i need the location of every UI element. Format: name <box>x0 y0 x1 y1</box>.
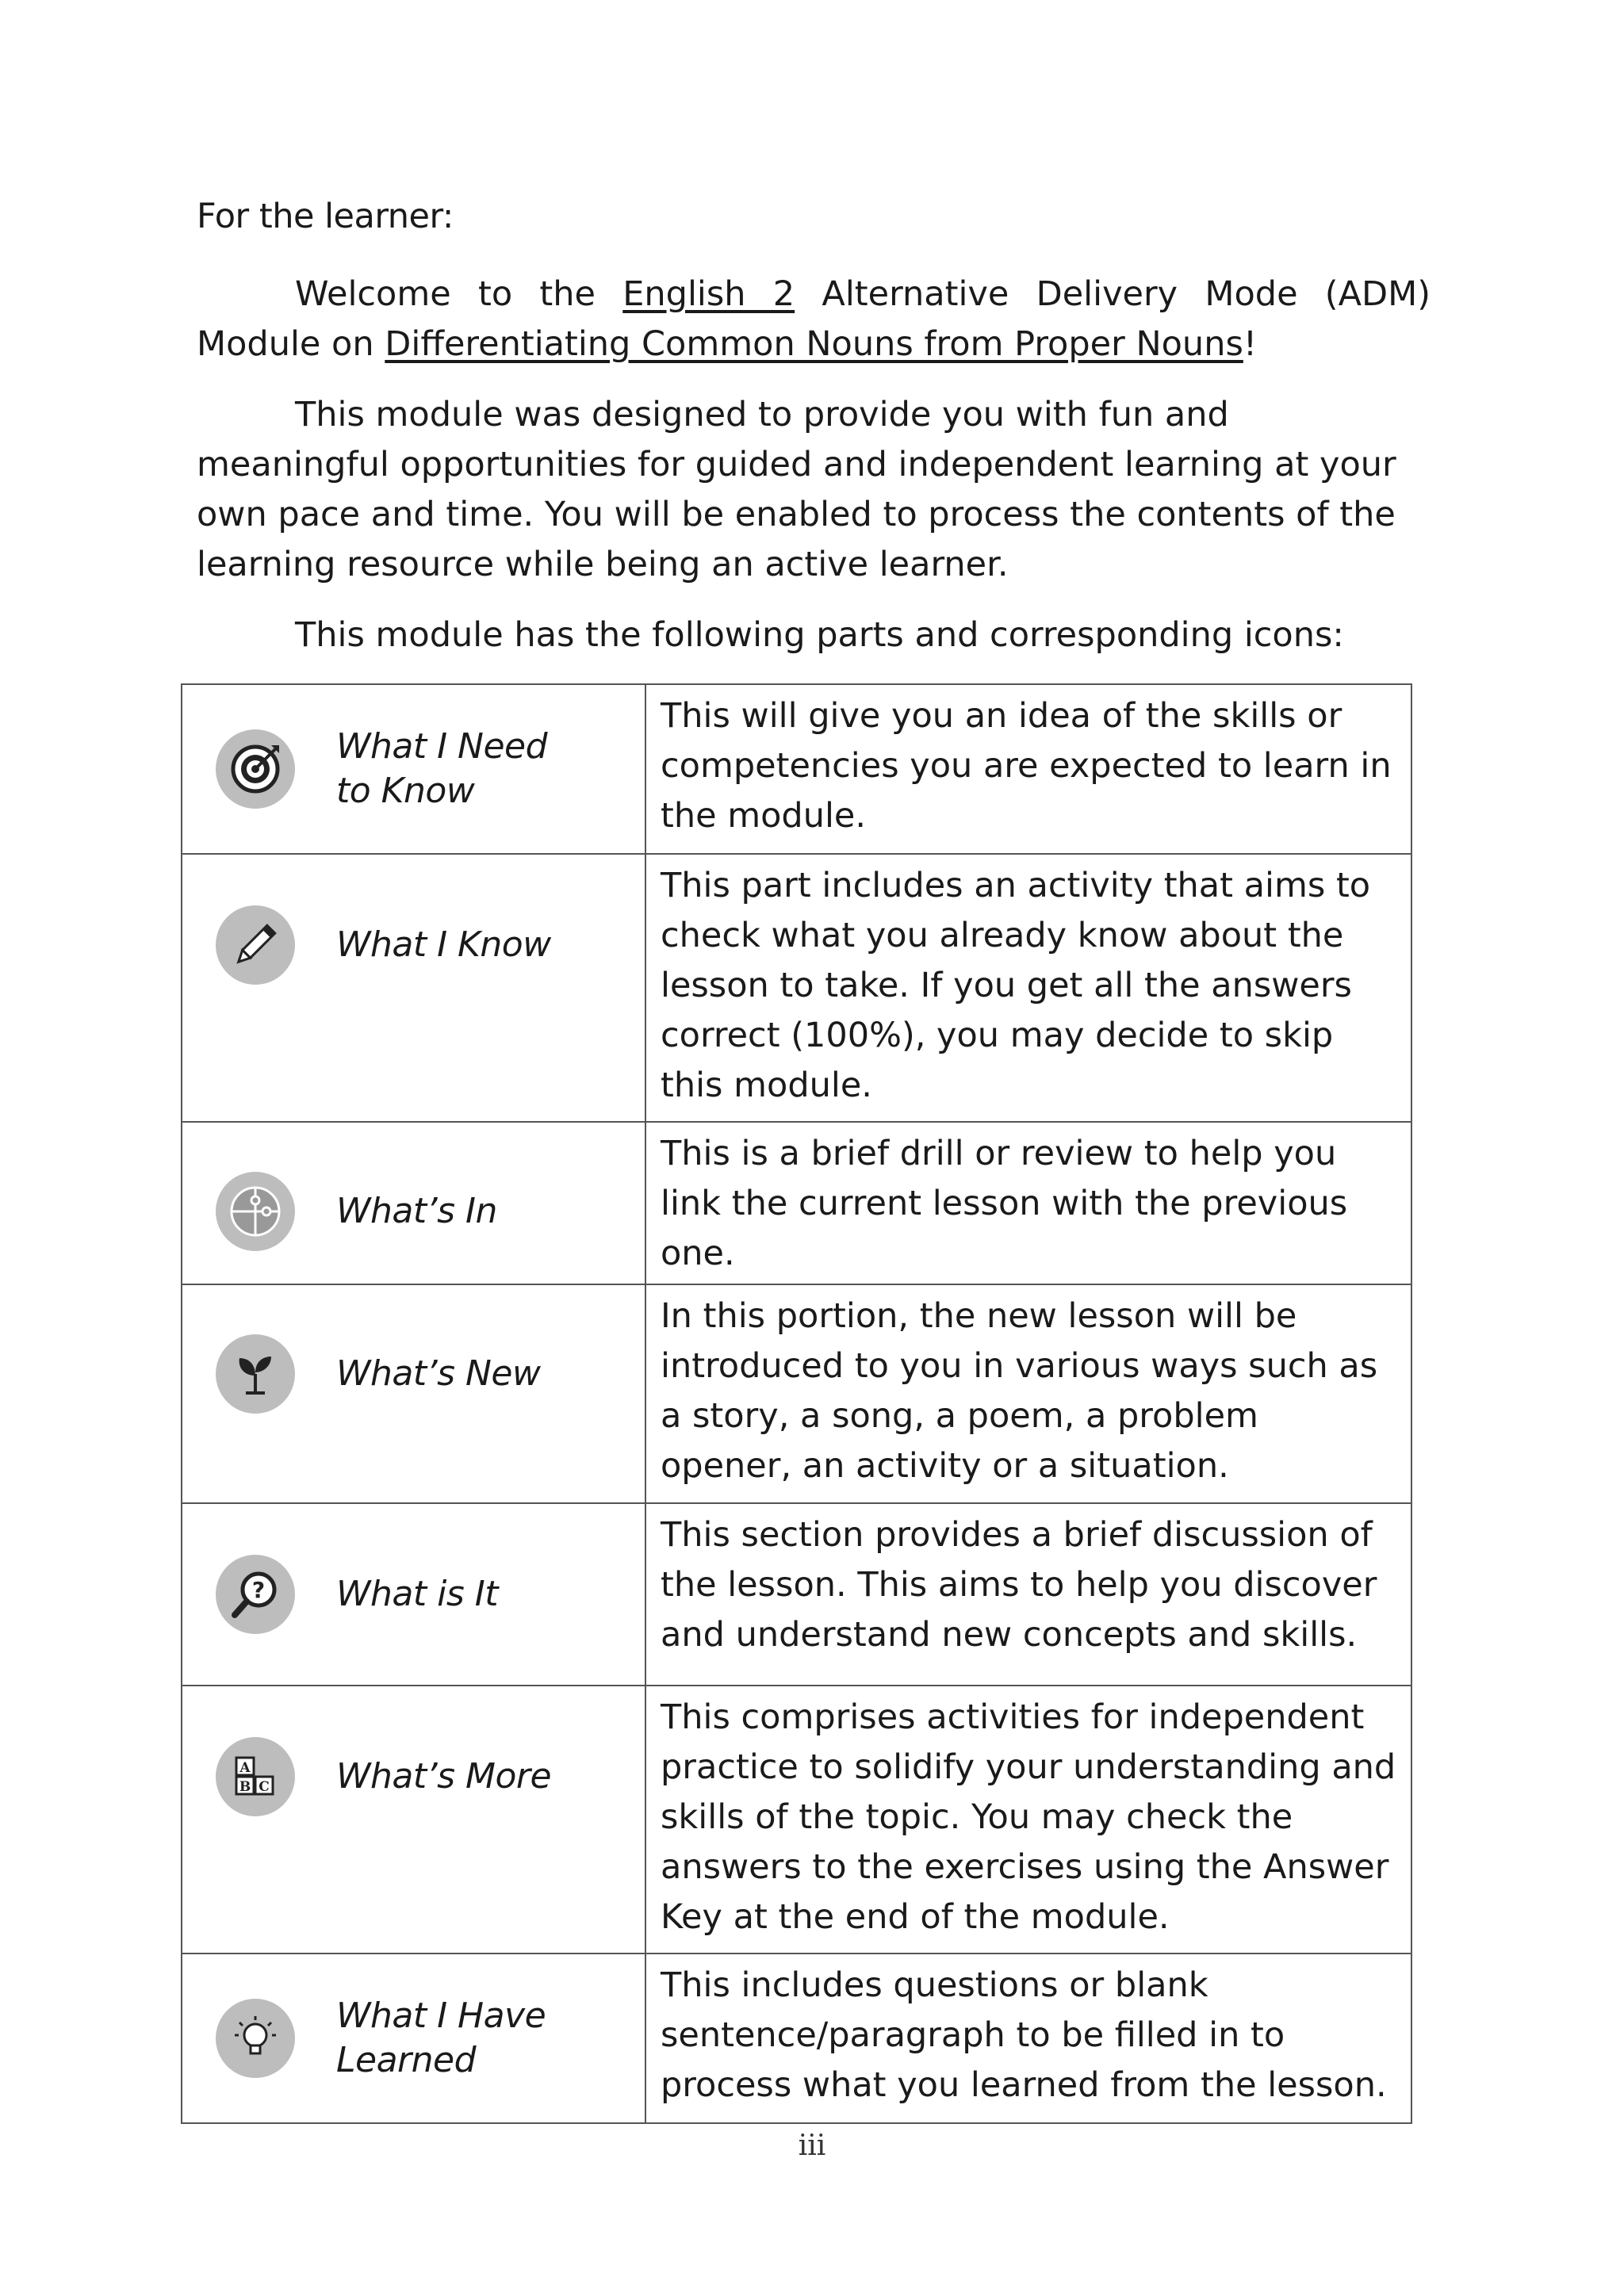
target-icon <box>216 729 295 809</box>
part-description: This includes questions or blank sentence/paragraph to be filled in to process what you learned from the lesson. <box>645 1954 1411 2123</box>
abc-blocks-icon <box>216 1737 295 1816</box>
svg-text:?: ? <box>251 1577 266 1603</box>
purpose-paragraph: This module was designed to provide you with fun and meaningful opportunities for guided and independent learning at your own pace and time. You will be enabled to process the contents of the learning resource while being an active learner. <box>197 395 1396 584</box>
part-description: This part includes an activity that aims to check what you already know about the lesson to take. If you get all the answers correct (100%), you may decide to skip this module. <box>645 854 1411 1122</box>
part-label: What’s In <box>336 1191 497 1231</box>
part-label: What I Need to Know <box>336 726 548 811</box>
page-number: iii <box>798 2130 826 2162</box>
table-row <box>182 1954 1411 2123</box>
part-label: What I Have Learned <box>336 1996 546 2080</box>
sprout-icon <box>216 1334 295 1414</box>
table-row <box>182 1122 1411 1284</box>
parts-intro-paragraph: This module has the following parts and corresponding icons: <box>295 615 1344 655</box>
page-heading: For the learner: <box>197 197 454 236</box>
intro-section <box>197 197 1431 681</box>
part-label: What’s New <box>336 1353 541 1394</box>
part-description: This comprises activities for independent practice to solidify your understanding and skills of the topic. You may check the answers to the exercises using the Answer Key at the end of the module. <box>645 1686 1411 1954</box>
svg-text:A: A <box>239 1760 251 1776</box>
part-description: This section provides a brief discussion of the lesson. This aims to help you discover and understand new concepts and skills. <box>645 1503 1411 1686</box>
table-row <box>182 1284 1411 1503</box>
subject-name: English 2 <box>622 274 795 314</box>
topic-name: Differentiating Common Nouns from Proper Nouns <box>385 324 1243 364</box>
svg-text:C: C <box>259 1779 270 1795</box>
part-description: In this portion, the new lesson will be introduced to you in various ways such as a story, a song, a poem, a problem opener, an activity or a situation. <box>645 1284 1411 1503</box>
part-label: What is It <box>336 1574 498 1614</box>
pencil-icon <box>216 905 295 985</box>
part-description: This is a brief drill or review to help you link the current lesson with the previous one. <box>645 1122 1411 1284</box>
part-label: What’s More <box>336 1756 552 1797</box>
magnifier-question-icon <box>216 1555 295 1634</box>
table-row <box>182 1686 1411 1954</box>
table-row <box>182 1503 1411 1686</box>
table-row <box>182 854 1411 1122</box>
lightbulb-icon <box>216 1999 295 2078</box>
part-label: What I Know <box>336 924 551 965</box>
module-parts-table <box>181 683 1412 2124</box>
welcome-paragraph: Welcome to the English 2 Alternative Delivery Mode (ADM) Module on Differentiating Common Nouns from Proper Nouns! <box>197 274 1431 364</box>
table-row <box>182 684 1411 854</box>
part-description: This will give you an idea of the skills or competencies you are expected to learn in the module. <box>645 684 1411 854</box>
svg-text:B: B <box>239 1779 251 1795</box>
puzzle-icon <box>216 1172 295 1251</box>
